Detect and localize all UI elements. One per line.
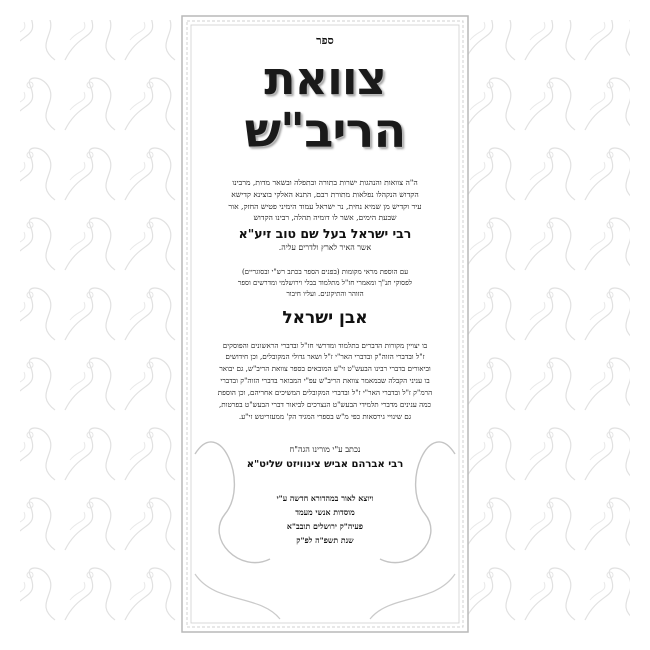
right-floral-ornament: [460, 0, 650, 650]
intro-line: ה"ה צוואות והנהגות ישרות בתורה ובתפלה ובשאר מדות, מרבינו: [232, 178, 418, 187]
additions-line: עם הוספת מראי מקומות (בפנים הספר בכתב רש"י ובסוגריים): [241, 268, 409, 277]
publisher-line: שנת תשפ"ה לפ"ק: [296, 535, 354, 545]
rebbe-tagline: אשר האיר לארץ ולדרים עליה.: [278, 243, 372, 253]
commentary-line: בו עניני הקבלה שבמאמר צוואת הריב"ש עפ"י המבואר בדברי הזוה"ק ובדברי: [220, 376, 430, 386]
additions-line: הזוהר והתיקונים. ועליו חיבור: [286, 289, 364, 298]
intro-line: עיר וקדיש מן שמיא נחית, נר ישראל עמוד הימיני פטיש החזק, אור: [228, 201, 422, 211]
written-by: נכתב ע"י מורינו הגה"ח: [289, 444, 361, 454]
publisher-line: מוסדות אנשי מעמד: [295, 507, 355, 517]
intro-paragraph: [205, 177, 445, 224]
title-line-1: צוואת: [264, 51, 386, 105]
commentary-line: בו יצויין מקורות הדברים בתלמוד ומדרשי חז"ל ובדברי הראשונים והפוסקים: [222, 340, 428, 350]
author-name: רבי אברהם אביש צינוויזט שליט"א: [246, 458, 404, 470]
commentary-line: וביאורים בדברי רבינו הבעש"ט זי"ע המובאים בספר צוואת הריב"ש, גם יבואר: [219, 364, 431, 374]
publisher-block: [205, 492, 445, 548]
commentary-line: הרמ"ק ז"ל ובדברי האר"י ז"ל ובדברי המקובלים המשיכים אחריהם, וכן הוספת: [217, 388, 433, 398]
title-line-2: הריב"ש: [244, 103, 406, 159]
cover-content: [205, 30, 445, 625]
additions-line: לפסוקי תנ"ך ומאמרי חז"ל מתלמוד בבלי וירושלמי ומדרשים וספר: [237, 278, 413, 287]
book-label: ספר: [316, 34, 334, 47]
commentary-paragraph: [205, 340, 445, 423]
commentary-line: ז"ל ובדברי הזוה"ק ובדברי האר"י ז"ל ושאר גדולי המקובלים, וכן חידושים: [225, 352, 425, 362]
additions-paragraph: [205, 267, 445, 300]
rebbe-name: רבי ישראל בעל שם טוב זיע"א: [238, 226, 412, 242]
left-floral-ornament: [0, 0, 190, 650]
publisher-line: פעיה"ק ירושלים תובב"א: [286, 521, 364, 531]
commentary-line: גם שינויי גירסאות כפי מ"ש בספרי המגיד הק' ממעזריטש זי"ע.: [238, 411, 412, 421]
commentary-title: אבן ישראל: [282, 307, 368, 328]
publisher-line: ויוצא לאור במהדורא חדשה ע"י: [276, 493, 374, 503]
commentary-line: כמה ענינים מדברי תלמידי הבעש"ט הנצרכים לביאור דברי הבעש"ט בפרטות,: [218, 399, 432, 409]
intro-line: שבעת הימים, אשר לו דומיה תהלה, רבינו הקדוש: [253, 213, 397, 223]
intro-line: הקדוש הנקהלו נפלאות מתורת רבם, התנא האלקי בוצינא קדישא: [231, 189, 419, 199]
